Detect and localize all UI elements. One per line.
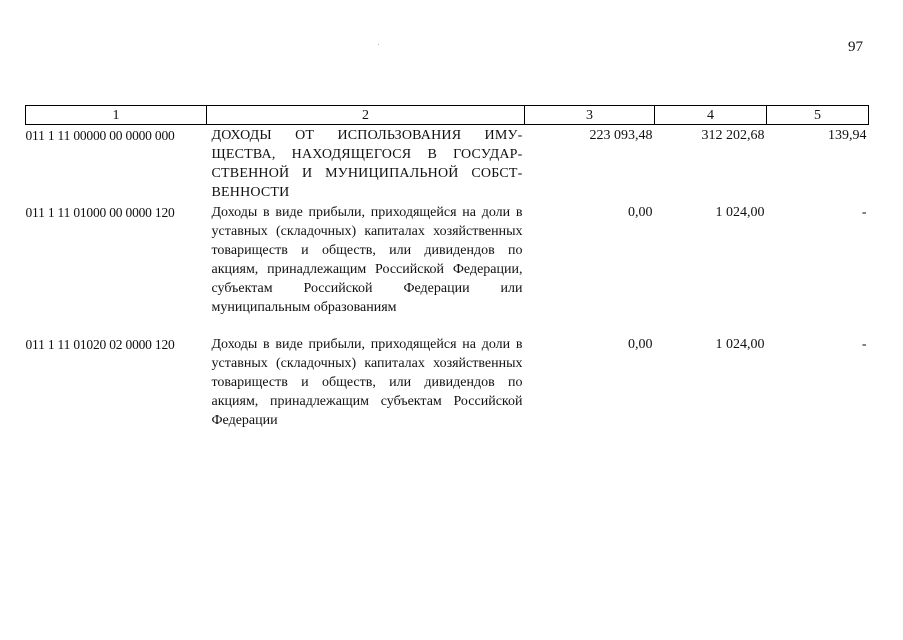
budget-code: 011 1 11 00000 00 0000 000 [25, 128, 175, 143]
value-col5: - [861, 337, 867, 352]
value-col5: - [861, 205, 867, 220]
spacer-cell [26, 317, 869, 334]
revenue-name: Доходы в виде прибыли, приходящейся на доли в уставных (складочных) капиталах хозяйственных товариществ и обществ, или дивидендов по акциям, принадлежащим субъектам Российской Федерации [211, 337, 523, 428]
value-col3: 0,00 [628, 205, 653, 220]
header-cell-2: 2 [207, 106, 525, 125]
header-cell-5: 5 [767, 106, 869, 125]
budget-table [25, 105, 869, 430]
value-col3: 223 093,48 [589, 128, 653, 143]
header-cell-1: 1 [26, 106, 207, 125]
revenue-name: Доходы в виде прибыли, приходящейся на доли в уставных (складочных) капиталах хозяйственных товариществ и обществ, или дивидендов по акциям, принадлежащим Российской Федерации, субъектам Российской Федерации или муниципальным образованиям [211, 205, 523, 315]
page-number: 97 [848, 39, 863, 55]
table-row [26, 202, 869, 317]
row-spacer [26, 317, 869, 334]
scan-speck [378, 44, 379, 45]
revenue-name: ДОХОДЫ ОТ ИСПОЛЬЗОВАНИЯ ИМУ-ЩЕСТВА, НАХОДЯЩЕГОСЯ В ГОСУДАР-СТВЕННОЙ И МУНИЦИПАЛЬНОЙ СОБСТ-ВЕННОСТИ [211, 128, 523, 200]
table-row [26, 334, 869, 430]
header-row [26, 106, 869, 125]
value-col5: 139,94 [828, 128, 867, 143]
value-col3: 0,00 [628, 337, 653, 352]
budget-code: 011 1 11 01000 00 0000 120 [25, 205, 175, 220]
header-cell-4: 4 [655, 106, 767, 125]
table-row [26, 125, 869, 203]
budget-code: 011 1 11 01020 02 0000 120 [25, 337, 175, 352]
value-col4: 1 024,00 [715, 337, 765, 352]
value-col4: 312 202,68 [701, 128, 765, 143]
value-col4: 1 024,00 [715, 205, 765, 220]
table-header [26, 106, 869, 125]
header-cell-3: 3 [525, 106, 655, 125]
table-body [26, 125, 869, 431]
